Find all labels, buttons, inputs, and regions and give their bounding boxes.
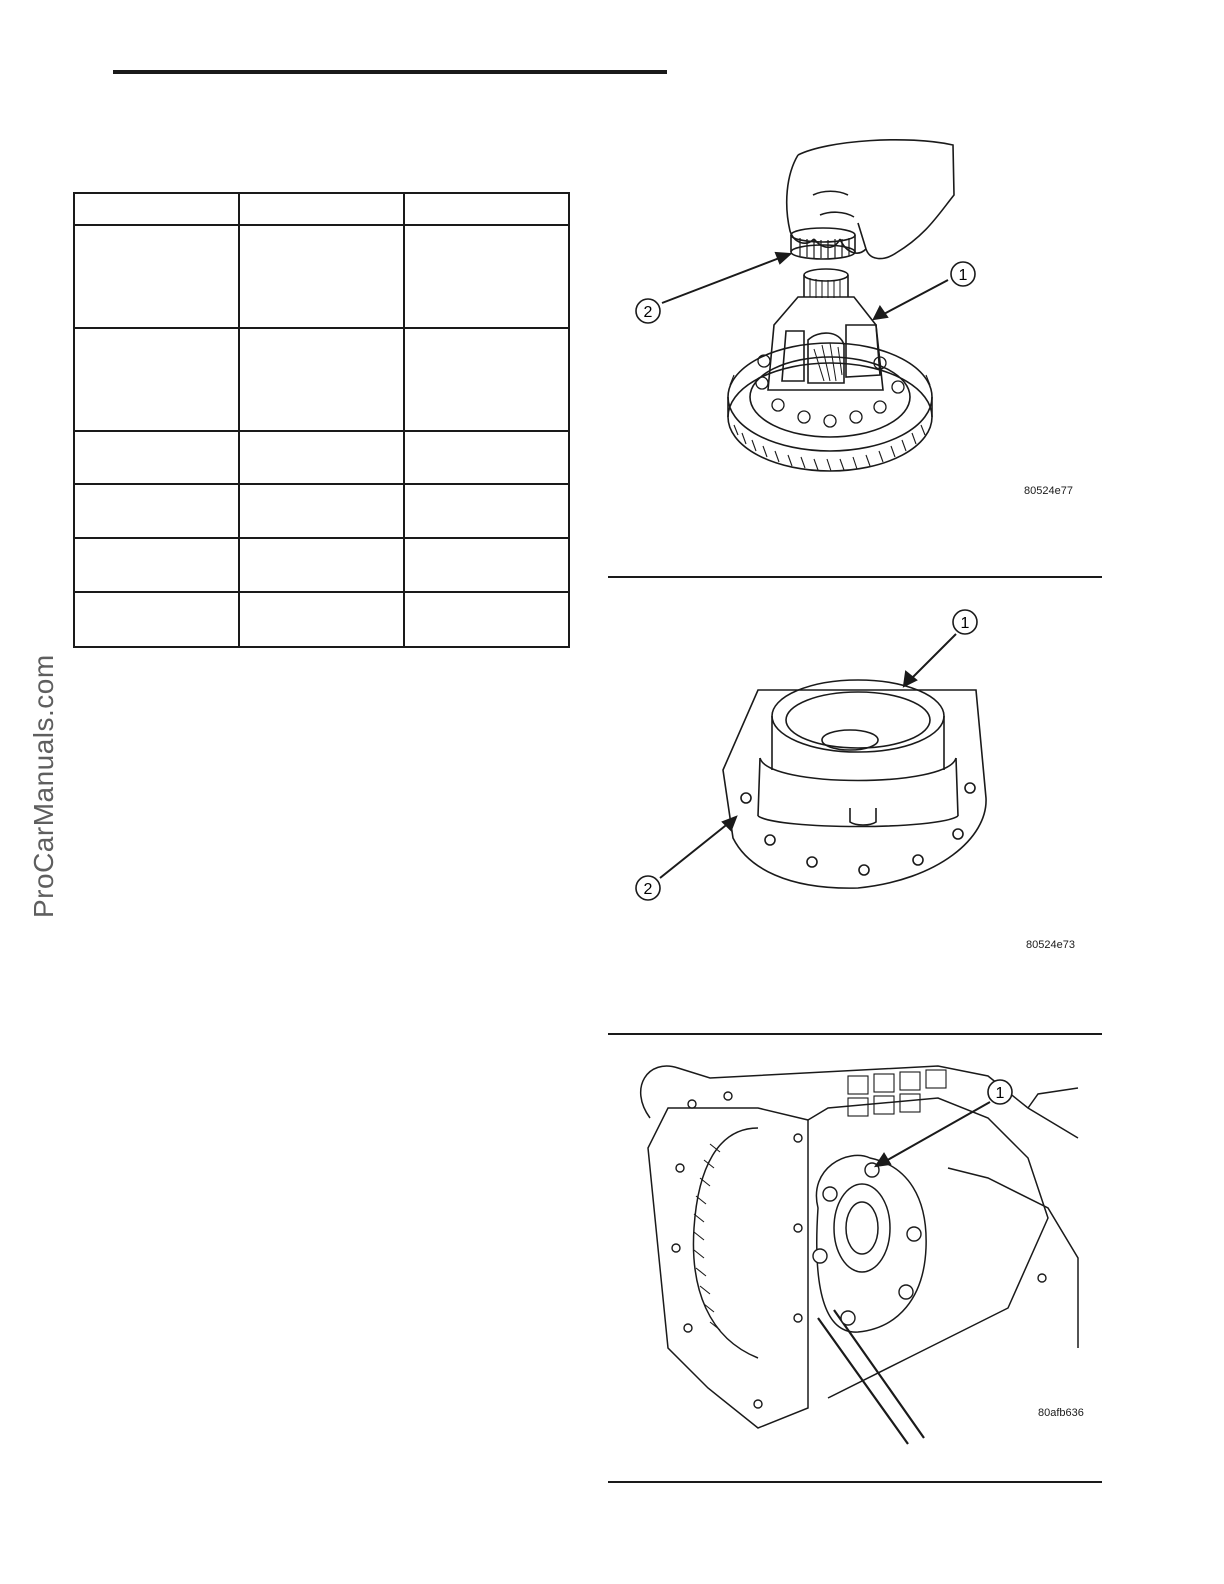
table-cell (239, 592, 404, 647)
callout-1 (953, 610, 977, 634)
table-cell (239, 484, 404, 538)
figure-bottom-rule (608, 1033, 1102, 1035)
differential-illustration (608, 135, 1102, 581)
table-row (74, 431, 569, 484)
table-cell (74, 431, 239, 484)
svg-text:1: 1 (960, 615, 970, 632)
table-cell (74, 592, 239, 647)
table-cell (239, 431, 404, 484)
table-row (74, 592, 569, 647)
figure-code: 80524e77 (1024, 485, 1073, 497)
table-row (74, 225, 569, 328)
table-cell (404, 193, 569, 225)
table-header-row (74, 193, 569, 225)
svg-text:2: 2 (643, 304, 653, 321)
figure-differential-bearing (608, 135, 1102, 581)
table-cell (404, 592, 569, 647)
callout-1 (951, 262, 975, 286)
table-cell (74, 328, 239, 431)
table-row (74, 328, 569, 431)
table-cell (74, 225, 239, 328)
svg-text:2: 2 (643, 881, 653, 898)
table-cell (404, 484, 569, 538)
table-cell (239, 225, 404, 328)
svg-text:1: 1 (995, 1085, 1005, 1102)
table-cell (239, 193, 404, 225)
specifications-table (73, 192, 570, 648)
callout-2 (636, 876, 660, 900)
table-cell (239, 328, 404, 431)
figure-code: 80afb636 (1038, 1407, 1084, 1419)
callout-1 (988, 1080, 1012, 1104)
header-rule (113, 70, 667, 74)
table-cell (404, 328, 569, 431)
table-row (74, 484, 569, 538)
svg-text:1: 1 (958, 267, 968, 284)
figure-code: 80524e73 (1026, 939, 1075, 951)
housing-illustration (608, 598, 1102, 1036)
table-cell (239, 538, 404, 592)
table-cell (74, 538, 239, 592)
table-cell (404, 225, 569, 328)
figure-extension-housing (608, 598, 1102, 1036)
watermark: ProCarManuals.com (28, 654, 59, 918)
figure-bottom-rule (608, 1481, 1102, 1483)
transaxle-illustration (608, 1048, 1102, 1484)
table-cell (74, 193, 239, 225)
figure-bottom-rule (608, 576, 1102, 578)
table-cell (74, 484, 239, 538)
table-row (74, 538, 569, 592)
callout-2 (636, 299, 660, 323)
table-cell (404, 431, 569, 484)
figure-transaxle-case (608, 1048, 1102, 1484)
table-cell (404, 538, 569, 592)
